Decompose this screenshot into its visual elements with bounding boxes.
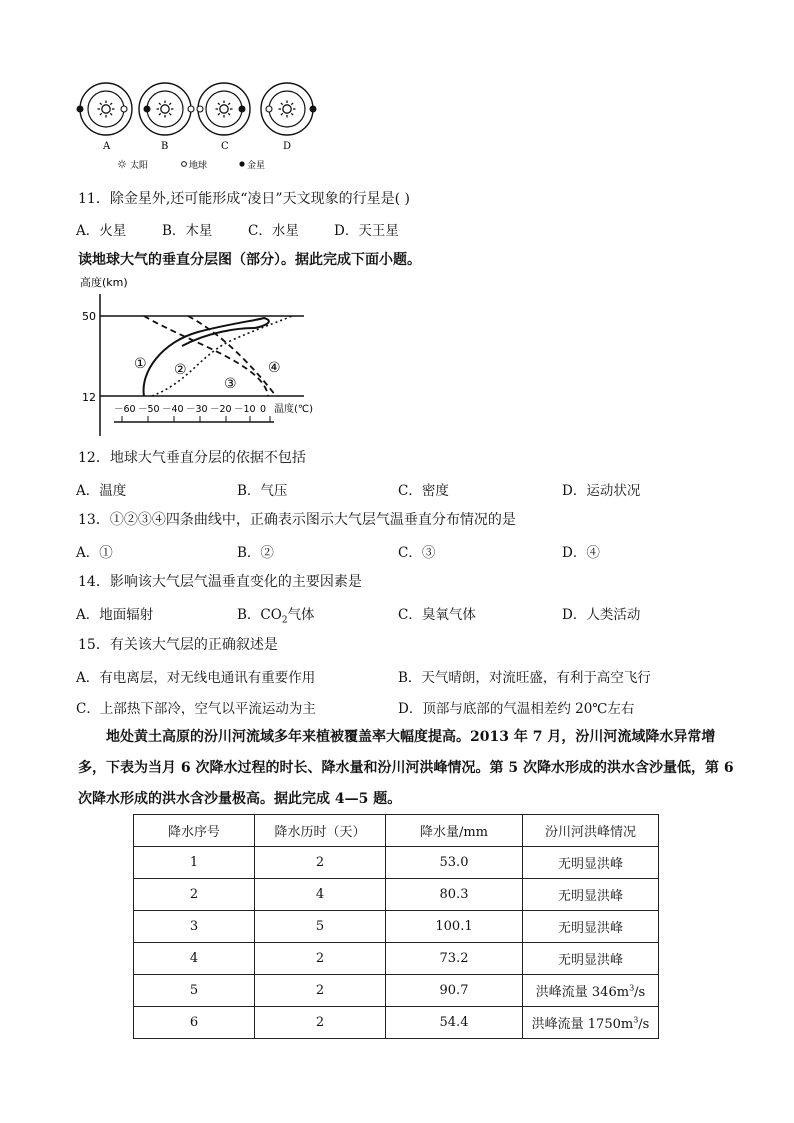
q14-option-b-sub: 2 xyxy=(281,615,288,626)
precipitation-table xyxy=(133,814,659,1039)
q14-option-b-tail: 气体 xyxy=(287,607,315,623)
legend-venus: 金星 xyxy=(247,161,266,171)
table-cell: 3 xyxy=(134,911,255,943)
q11-stem: 11．除金星外,还可能形成“凌日”天文现象的行星是( ) xyxy=(78,191,410,207)
atm-xtick-m20: －20 xyxy=(210,404,232,415)
q15-option-c[interactable]: C．上部热下部冷，空气以平流运动为主 xyxy=(76,701,316,717)
q15-option-d[interactable]: D．顶部与底部的气温相差约 20℃左右 xyxy=(398,701,635,717)
table-cell: 2 xyxy=(255,943,386,975)
atm-xtick-m40: －40 xyxy=(162,404,184,415)
flood-peak-5: 洪峰流量 $346m^3/s$ xyxy=(523,975,659,1007)
q12-option-d[interactable]: D．运动状况 xyxy=(562,483,641,499)
table-cell: 2 xyxy=(255,975,386,1007)
q13-option-d[interactable]: D．④ xyxy=(562,545,600,561)
atm-xtick-0: 0 xyxy=(260,404,267,415)
q13-option-a[interactable]: A．① xyxy=(76,545,113,561)
atmosphere-intro: 读地球大气的垂直分层图（部分）。据此完成下面小题。 xyxy=(78,252,421,268)
atm-xtick-m60: －60 xyxy=(114,404,136,415)
q14-stem: 14．影响该大气层气温垂直变化的主要因素是 xyxy=(78,574,362,590)
col-header-flood: 汾川河洪峰情况 xyxy=(523,815,659,847)
table-cell: 无明显洪峰 xyxy=(523,911,659,943)
atm-xtick-m50: －50 xyxy=(138,404,160,415)
q14-option-d[interactable]: D．人类活动 xyxy=(562,607,641,623)
atm-ytick-12: 12 xyxy=(82,391,96,404)
atm-xtick-m10: －10 xyxy=(234,404,256,415)
atm-curve-label-4: ④ xyxy=(268,360,281,376)
q13-option-c[interactable]: C．③ xyxy=(398,545,436,561)
table-cell: 无明显洪峰 xyxy=(523,847,659,879)
q15-option-b[interactable]: B．天气晴朗，对流旺盛，有利于高空飞行 xyxy=(398,670,651,686)
atm-curve-label-2: ② xyxy=(174,362,187,378)
flood-peak-6: 洪峰流量 $1750m^3/s$ xyxy=(523,1007,659,1039)
table-row xyxy=(134,975,659,1007)
panel-label-c: C xyxy=(221,141,229,152)
panel-label-b: B xyxy=(161,141,169,152)
atm-curve-label-3: ③ xyxy=(224,376,237,392)
table-row xyxy=(134,847,659,879)
table-row xyxy=(134,879,659,911)
table-cell: 无明显洪峰 xyxy=(523,879,659,911)
table-cell: 53.0 xyxy=(386,847,523,879)
table-cell: 2 xyxy=(255,847,386,879)
atm-ytick-50: 50 xyxy=(82,310,96,323)
atm-xlabel: 温度(℃) xyxy=(274,404,314,415)
atm-curve-label-1: ① xyxy=(134,356,147,372)
q15-stem: 15．有关该大气层的正确叙述是 xyxy=(78,637,278,653)
q12-option-b[interactable]: B．气压 xyxy=(237,483,288,499)
table-cell: 2 xyxy=(134,879,255,911)
q12-option-a[interactable]: A．温度 xyxy=(76,483,127,499)
table-row xyxy=(134,1007,659,1039)
q12-stem: 12．地球大气垂直分层的依据不包括 xyxy=(78,450,306,466)
q11-option-a[interactable]: A．火星 xyxy=(76,223,127,239)
q13-option-b[interactable]: B．② xyxy=(237,545,274,561)
q13-stem: 13．①②③④四条曲线中，正确表示图示大气层气温垂直分布情况的是 xyxy=(78,512,516,528)
q14-option-a[interactable]: A．地面辐射 xyxy=(76,607,154,623)
panel-label-d: D xyxy=(283,141,292,152)
table-cell: 5 xyxy=(134,975,255,1007)
atm-x-ticks xyxy=(122,416,270,422)
table-row xyxy=(134,911,659,943)
table-cell: 2 xyxy=(255,1007,386,1039)
table-cell: 100.1 xyxy=(386,911,523,943)
orbit-diagram xyxy=(74,82,324,177)
q11-option-c[interactable]: C．水星 xyxy=(248,223,299,239)
table-header-row xyxy=(134,815,659,847)
table-cell: 54.4 xyxy=(386,1007,523,1039)
table-cell: 4 xyxy=(255,879,386,911)
q14-option-c[interactable]: C．臭氧气体 xyxy=(398,607,476,623)
panel-label-a: A xyxy=(103,141,111,152)
table-cell: 80.3 xyxy=(386,879,523,911)
legend-earth: 地球 xyxy=(189,161,208,171)
table-cell: 73.2 xyxy=(386,943,523,975)
atm-xtick-m30: －30 xyxy=(186,404,208,415)
atm-ylabel: 高度(km) xyxy=(80,276,128,289)
atmosphere-chart xyxy=(78,272,338,440)
q14-option-b-text: B．CO xyxy=(237,607,282,623)
orbit-panel-d xyxy=(261,83,317,135)
table-cell: 6 xyxy=(134,1007,255,1039)
table-cell: 无明显洪峰 xyxy=(523,943,659,975)
table-row xyxy=(134,943,659,975)
orbit-panel-a xyxy=(77,83,133,135)
atm-curve-2 xyxy=(152,316,292,396)
col-header-amount: 降水量/mm xyxy=(386,815,523,847)
orbit-panel-c xyxy=(197,83,250,135)
q11-option-b[interactable]: B．木星 xyxy=(162,223,213,239)
q12-option-c[interactable]: C．密度 xyxy=(398,483,449,499)
atm-curve-1 xyxy=(144,318,269,396)
q14-option-b[interactable] xyxy=(237,603,315,626)
table-cell: 5 xyxy=(255,911,386,943)
q11-option-d[interactable]: D．天王星 xyxy=(334,223,399,239)
col-header-duration: 降水历时（天） xyxy=(255,815,386,847)
q15-option-a[interactable]: A．有电离层，对无线电通讯有重要作用 xyxy=(76,670,316,686)
col-header-seq: 降水序号 xyxy=(134,815,255,847)
table-cell: 90.7 xyxy=(386,975,523,1007)
legend-sun: 太阳 xyxy=(130,161,149,171)
table-cell: 4 xyxy=(134,943,255,975)
fenchuan-intro: 地处黄土高原的汾川河流域多年来植被覆盖率大幅度提高。2013 年 7 月，汾川河流域降水异常增多，下表为当月 6 次降水过程的时长、降水量和汾川河洪峰情况。第 5 次降水形成的洪水含沙量低，第 6 次降水形成的洪水含沙量极高。据此完成 4—5 题。 xyxy=(78,729,734,807)
table-cell: 1 xyxy=(134,847,255,879)
orbit-panel-b xyxy=(139,83,194,135)
